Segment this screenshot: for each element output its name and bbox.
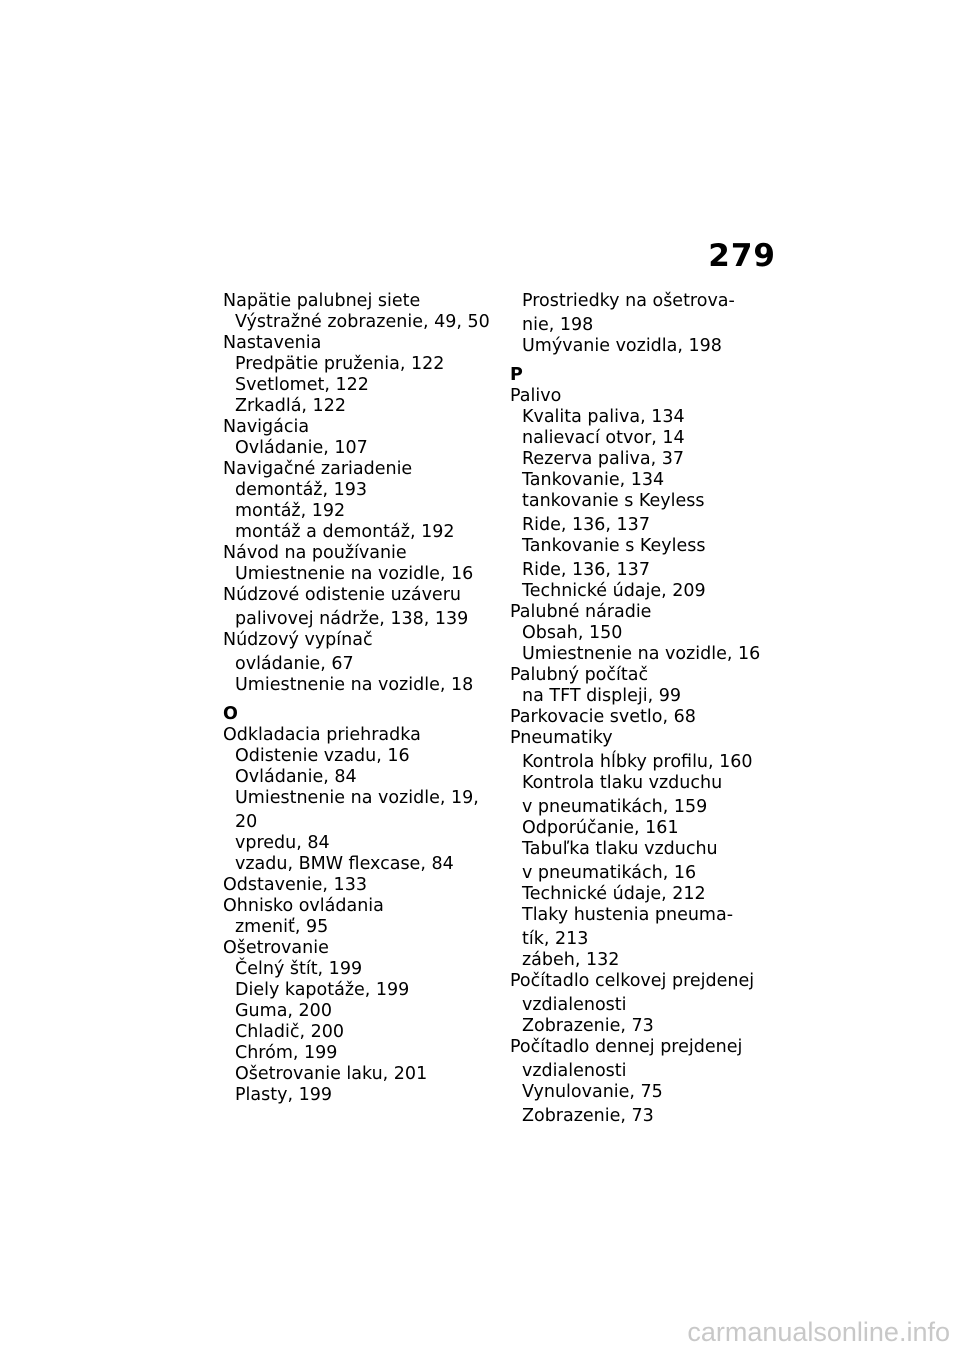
- index-subentry: montáž, 192: [235, 501, 346, 521]
- index-subentry: montáž a demontáž, 192: [235, 522, 455, 542]
- index-subentry: Umiestnenie na vozidle, 18: [235, 675, 474, 695]
- index-entry: Ošetrovanie: [223, 938, 329, 958]
- index-subentry: Tankovanie s Keyless: [522, 536, 706, 556]
- index-subentry: Ride, 136, 137: [522, 515, 650, 535]
- index-entry: Parkovacie svetlo, 68: [510, 707, 696, 727]
- index-subentry: Vynulovanie, 75: [522, 1082, 663, 1102]
- index-subentry: Rezerva paliva, 37: [522, 449, 684, 469]
- index-subentry: vzdialenosti: [522, 1061, 627, 1081]
- page-number: 279: [708, 238, 776, 274]
- index-entry: Navigačné zariadenie: [223, 459, 413, 479]
- index-subentry: tankovanie s Keyless: [522, 491, 705, 511]
- index-subentry: Ošetrovanie laku, 201: [235, 1064, 428, 1084]
- index-subentry: Ovládanie, 84: [235, 767, 357, 787]
- index-subentry: Umiestnenie na vozidle, 16: [235, 564, 474, 584]
- index-entry: Navigácia: [223, 417, 310, 437]
- index-entry: Núdzové odistenie uzáveru: [223, 585, 461, 605]
- index-subentry: Chróm, 199: [235, 1043, 338, 1063]
- index-subentry: vpredu, 84: [235, 833, 330, 853]
- index-subentry: Technické údaje, 212: [522, 884, 706, 904]
- index-entry: Napätie palubnej siete: [223, 291, 421, 311]
- index-subentry: Plasty, 199: [235, 1085, 333, 1105]
- index-entry: Počítadlo dennej prejdenej: [510, 1037, 743, 1057]
- index-subentry: Tabuľka tlaku vzduchu: [522, 839, 718, 859]
- index-entry: Počítadlo celkovej prejdenej: [510, 971, 755, 991]
- index-subentry: Zobrazenie, 73: [522, 1106, 654, 1126]
- index-subentry: Kontrola hĺbky profilu, 160: [522, 752, 753, 772]
- index-entry: Pneumatiky: [510, 728, 613, 748]
- index-entry: Núdzový vypínač: [223, 630, 373, 650]
- index-subentry: Guma, 200: [235, 1001, 332, 1021]
- index-subentry: Predpätie pruženia, 122: [235, 354, 445, 374]
- watermark-text: carmanualsonline.info: [687, 1317, 950, 1347]
- index-subentry: Odporúčanie, 161: [522, 818, 679, 838]
- index-subentry: zmeniť, 95: [235, 917, 329, 937]
- index-subentry: Kontrola tlaku vzduchu: [522, 773, 723, 793]
- index-subentry: Čelný štít, 199: [235, 959, 363, 979]
- index-entry: Odstavenie, 133: [223, 875, 367, 895]
- index-subentry: palivovej nádrže, 138, 139: [235, 609, 469, 629]
- index-entry: Ohnisko ovládania: [223, 896, 384, 916]
- index-subentry: Ovládanie, 107: [235, 438, 368, 458]
- index-subentry: Svetlomet, 122: [235, 375, 369, 395]
- index-subentry: Obsah, 150: [522, 623, 623, 643]
- index-subentry: Ride, 136, 137: [522, 560, 650, 580]
- index-subentry: ovládanie, 67: [235, 654, 354, 674]
- index-subentry: 20: [235, 812, 258, 832]
- index-subentry: Technické údaje, 209: [522, 581, 706, 601]
- index-entry: Návod na používanie: [223, 543, 407, 563]
- index-subentry: Tankovanie, 134: [522, 470, 665, 490]
- index-subentry: demontáž, 193: [235, 480, 368, 500]
- section-letter-p: P: [510, 365, 523, 385]
- index-subentry: Kvalita paliva, 134: [522, 407, 685, 427]
- index-subentry: Umiestnenie na vozidle, 16: [522, 644, 761, 664]
- index-subentry: Výstražné zobrazenie, 49, 50: [235, 312, 490, 332]
- index-subentry: nalievací otvor, 14: [522, 428, 685, 448]
- index-subentry: zábeh, 132: [522, 950, 620, 970]
- index-entry: Nastavenia: [223, 333, 322, 353]
- index-subentry: vzadu, BMW flexcase, 84: [235, 854, 454, 874]
- index-subentry: na TFT displeji, 99: [522, 686, 682, 706]
- index-subentry: nie, 198: [522, 315, 594, 335]
- index-subentry: Prostriedky na ošetrova-: [522, 291, 735, 311]
- index-subentry: tík, 213: [522, 929, 589, 949]
- index-subentry: Odistenie vzadu, 16: [235, 746, 410, 766]
- index-column-left: [223, 291, 503, 1106]
- section-letter-o: O: [223, 704, 238, 724]
- index-entry: Palivo: [510, 386, 562, 406]
- index-subentry: Tlaky hustenia pneuma-: [522, 905, 734, 925]
- index-subentry: v pneumatikách, 16: [522, 863, 697, 883]
- index-entry: Odkladacia priehradka: [223, 725, 421, 745]
- index-entry: Palubné náradie: [510, 602, 652, 622]
- index-subentry: Chladič, 200: [235, 1022, 345, 1042]
- index-entry: Palubný počítač: [510, 665, 649, 685]
- index-column-right: [510, 291, 790, 1127]
- index-subentry: Diely kapotáže, 199: [235, 980, 410, 1000]
- index-subentry: v pneumatikách, 159: [522, 797, 708, 817]
- index-subentry: Zrkadlá, 122: [235, 396, 346, 416]
- index-subentry: Zobrazenie, 73: [522, 1016, 654, 1036]
- index-subentry: vzdialenosti: [522, 995, 627, 1015]
- index-subentry: Umývanie vozidla, 198: [522, 336, 722, 356]
- index-subentry: Umiestnenie na vozidle, 19,: [235, 788, 479, 808]
